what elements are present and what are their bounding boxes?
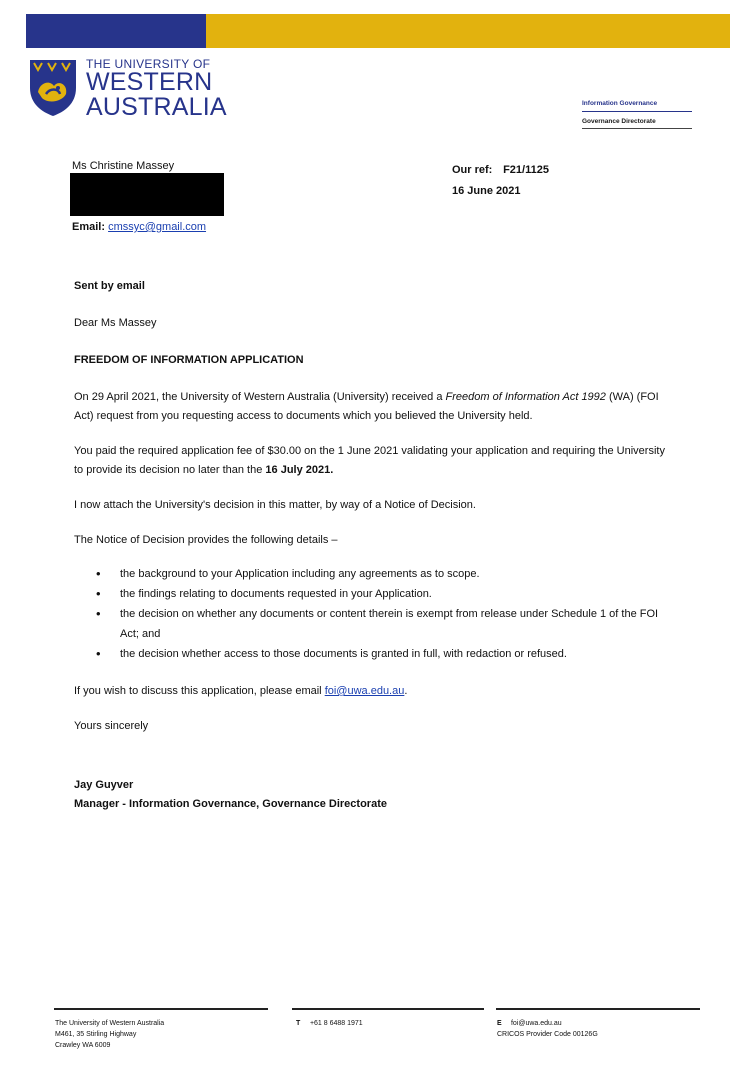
recipient-email-link[interactable]: cmssyc@gmail.com	[108, 221, 207, 233]
letter-body	[74, 277, 674, 814]
footer-phone-label: T	[296, 1020, 301, 1027]
closing: Yours sincerely	[74, 720, 149, 732]
recipient-email-label: Email:	[72, 221, 106, 233]
university-logo	[28, 56, 258, 120]
paragraph-2	[74, 442, 674, 480]
details-list	[74, 564, 674, 664]
logo-line-1: THE UNIVERSITY OF	[86, 57, 211, 71]
logo-line-3: AUSTRALIA	[86, 93, 227, 121]
university-crest-icon	[28, 58, 78, 118]
p2-deadline: 16 July 2021.	[265, 464, 334, 476]
footer-rule	[496, 1008, 700, 1010]
footer-address-line: Crawley WA 6009	[55, 1042, 111, 1049]
ref-label: Our ref:	[452, 164, 493, 176]
footer-rule	[292, 1008, 484, 1010]
letter-subject: FREEDOM OF INFORMATION APPLICATION	[74, 354, 304, 366]
footer-email-line	[497, 1018, 598, 1029]
paragraph-3: I now attach the University's decision in this matter, by way of a Notice of Decision.	[74, 499, 476, 511]
logo-line-2: WESTERN	[86, 68, 213, 96]
details-item: • the decision whether access to those documents is granted in full, with redaction or refused.	[74, 644, 674, 664]
footer-phone-number: +61 8 6488 1971	[309, 1020, 363, 1027]
unit-name: Information Governance	[582, 100, 692, 112]
header-blue-bar	[26, 14, 206, 48]
sent-by-line: Sent by email	[74, 280, 145, 292]
paragraph-4: The Notice of Decision provides the following details –	[74, 534, 338, 546]
reference-block	[452, 160, 549, 202]
paragraph-5	[74, 682, 674, 701]
foi-email-link[interactable]: foi@uwa.edu.au	[324, 685, 405, 697]
footer-email: foi@uwa.edu.au	[510, 1020, 562, 1027]
footer-address	[55, 1018, 164, 1051]
footer-address-line: M461, 35 Stirling Highway	[55, 1031, 137, 1038]
recipient-name: Ms Christine Massey	[72, 160, 175, 172]
p5-text-b: .	[404, 685, 408, 697]
footer-cricos: CRICOS Provider Code 00126G	[497, 1031, 598, 1038]
salutation: Dear Ms Massey	[74, 317, 157, 329]
footer-rule	[54, 1008, 268, 1010]
redaction-box	[70, 173, 224, 216]
signature-space	[74, 736, 674, 776]
details-item: • the decision on whether any documents or content therein is exempt from release under Schedule 1 of the FOI Act; and	[74, 604, 674, 644]
directorate-name: Governance Directorate	[582, 118, 692, 129]
ref-value: F21/1125	[503, 164, 549, 176]
header-gold-bar	[206, 14, 730, 48]
details-item: • the background to your Application including any agreements as to scope.	[74, 564, 674, 584]
university-wordmark	[86, 58, 227, 120]
p1-text-b: (WA) (FOI Act) request from you requesting access to documents which you believed the University held.	[74, 391, 659, 422]
footer-contact	[497, 1018, 598, 1040]
footer-phone	[296, 1018, 363, 1029]
p1-act-title: Freedom of Information Act 1992	[445, 391, 606, 403]
p1-text-a: On 29 April 2021, the University of Western Australia (University) received a	[74, 391, 446, 403]
footer-email-label: E	[497, 1020, 502, 1027]
paragraph-1	[74, 388, 674, 426]
reference-line	[452, 160, 549, 181]
p2-text-a: You paid the required application fee of $30.00 on the 1 June 2021 validating your application and requiring the University to provide its decision no later than the	[74, 445, 665, 476]
signer-title: Manager - Information Governance, Governance Directorate	[74, 798, 387, 810]
recipient-email-line	[72, 221, 206, 233]
details-item: • the findings relating to documents requested in your Application.	[74, 584, 674, 604]
footer-address-line: The University of Western Australia	[55, 1020, 165, 1027]
signer-name: Jay Guyver	[74, 779, 134, 791]
letter-date: 16 June 2021	[452, 185, 521, 197]
p5-text-a: If you wish to discuss this application, please email	[74, 685, 325, 697]
